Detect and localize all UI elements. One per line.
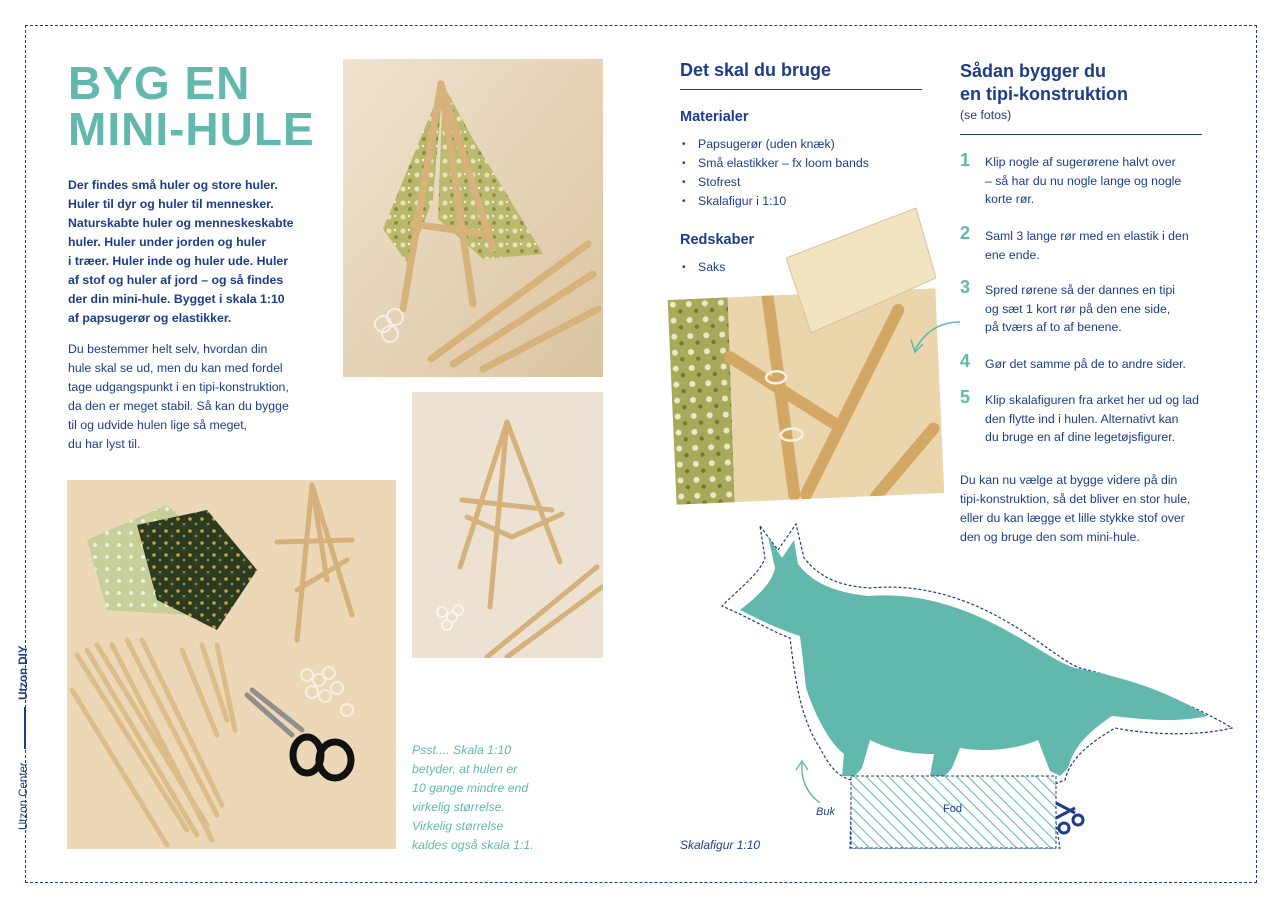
intro-line: Huler til dyr og huler til mennesker. — [68, 197, 274, 211]
photo-tipi-frame — [412, 392, 603, 658]
outro-line: eller du kan lægge et lille stykke stof over — [960, 511, 1185, 525]
figure-caption: Skalafigur 1:10 — [680, 838, 761, 852]
photo-tent-with-fabric — [343, 59, 603, 377]
scale-note-line: Virkelig størrelse — [412, 819, 504, 833]
step-line: Saml 3 lange rør med en elastik i den — [985, 229, 1189, 243]
step-line: Gør det samme på de to andre sider. — [985, 357, 1186, 371]
body-line: du har lyst til. — [68, 437, 141, 451]
materials-subheading: Materialer — [680, 109, 749, 125]
scale-note-line: Psst.... Skala 1:10 — [412, 743, 512, 757]
intro-line: Naturskabte huler og menneskeskabte — [68, 216, 294, 230]
step-text — [985, 281, 1210, 337]
scale-note-line: kaldes også skala 1:1. — [412, 838, 534, 852]
sidebar-divider — [24, 707, 26, 749]
step-line: Klip skalafiguren fra arket her ud og lad — [985, 393, 1199, 407]
step-text — [985, 227, 1210, 264]
outro-line: tipi-konstruktion, så det bliver en stor hule, — [960, 492, 1191, 506]
intro-line: der din mini-hule. Bygget i skala 1:10 — [68, 292, 285, 306]
outro-line: den og bruge den som mini-hule. — [960, 530, 1140, 544]
fold-label: Buk — [816, 806, 835, 818]
scale-note-line: virkelig størrelse. — [412, 800, 505, 814]
intro-line: huler. Huler under jorden og huler — [68, 235, 267, 249]
step-line: korte rør. — [985, 192, 1035, 206]
title-line-1: BYG EN — [68, 57, 251, 109]
scale-note — [412, 741, 552, 855]
body-line: da den er meget stabil. Så kan du bygge — [68, 399, 289, 413]
step-line: den flytte ind i hulen. Alternativt kan — [985, 411, 1179, 426]
fox-silhouette — [740, 536, 1208, 776]
step-number: 1 — [960, 150, 971, 170]
title-line-2: MINI-HULE — [68, 103, 315, 155]
step-number: 3 — [960, 277, 971, 297]
materials-heading: Det skal du bruge — [680, 60, 832, 80]
tools-list — [698, 258, 725, 277]
intro-line: af stof og huler af jord – og så findes — [68, 273, 284, 287]
sidebar-brand-label: Utzon DIY — [18, 645, 30, 700]
howto-heading — [960, 60, 1128, 106]
materials-rule — [680, 89, 922, 90]
step-number: 5 — [960, 387, 971, 407]
intro-line: Der findes små huler og store huler. — [68, 178, 278, 192]
list-item: • Stofrest — [698, 173, 869, 192]
fox-cutout-figure — [720, 518, 1245, 853]
step-text — [985, 355, 1210, 374]
intro-paragraph — [68, 176, 318, 328]
page-title — [68, 57, 315, 155]
step-line: på tværs af to af benene. — [985, 320, 1122, 334]
body-line: tage udgangspunkt i en tipi-konstruktion, — [68, 380, 289, 394]
arrow-pointer-icon — [905, 310, 965, 360]
body-line: hule skal se ud, men du kan med fordel — [68, 361, 283, 375]
base-label: Fod — [943, 803, 962, 815]
scale-note-line: 10 gange mindre end — [412, 781, 529, 795]
howto-rule — [960, 134, 1202, 135]
step-line: Spred rørene så der dannes en tipi — [985, 283, 1176, 297]
body-paragraph — [68, 340, 328, 454]
scale-note-line: betyder, at hulen er — [412, 762, 518, 776]
step-line: – så har du nu nogle lange og nogle — [985, 173, 1182, 188]
step-line: og sæt 1 kort rør på den ene side, — [985, 301, 1171, 316]
step-line: ene ende. — [985, 247, 1040, 262]
step-text — [985, 391, 1210, 447]
step-line: du bruge en af dine legetøjsfigurer. — [985, 430, 1176, 444]
step-line: Klip nogle af sugerørene halvt over — [985, 155, 1176, 169]
step-number: 4 — [960, 351, 971, 371]
list-item: • Saks — [698, 258, 725, 277]
intro-line: i træer. Huler inde og huler ude. Huler — [68, 254, 289, 268]
list-item: • Papsugerør (uden knæk) — [698, 135, 869, 154]
list-item: • Små elastikker – fx loom bands — [698, 154, 869, 173]
tools-subheading: Redskaber — [680, 232, 755, 248]
step-number: 2 — [960, 223, 971, 243]
scissors-icon — [1056, 803, 1083, 833]
materials-list — [698, 135, 869, 211]
howto-heading-line: Sådan bygger du — [960, 61, 1107, 81]
body-line: Du bestemmer helt selv, hvordan din — [68, 342, 268, 356]
list-item: • Skalafigur i 1:10 — [698, 192, 869, 211]
howto-note: (se fotos) — [960, 108, 1012, 122]
outro-line: Du kan nu vælge at bygge videre på din — [960, 473, 1178, 487]
howto-heading-line: en tipi-konstruktion — [960, 84, 1128, 104]
photo-materials — [67, 480, 396, 849]
step-text — [985, 153, 1210, 209]
intro-line: af papsugerør og elastikker. — [68, 311, 232, 325]
body-line: til og udvide hulen lige så meget, — [68, 418, 248, 432]
sidebar-center-label: Utzon Center — [18, 762, 30, 830]
